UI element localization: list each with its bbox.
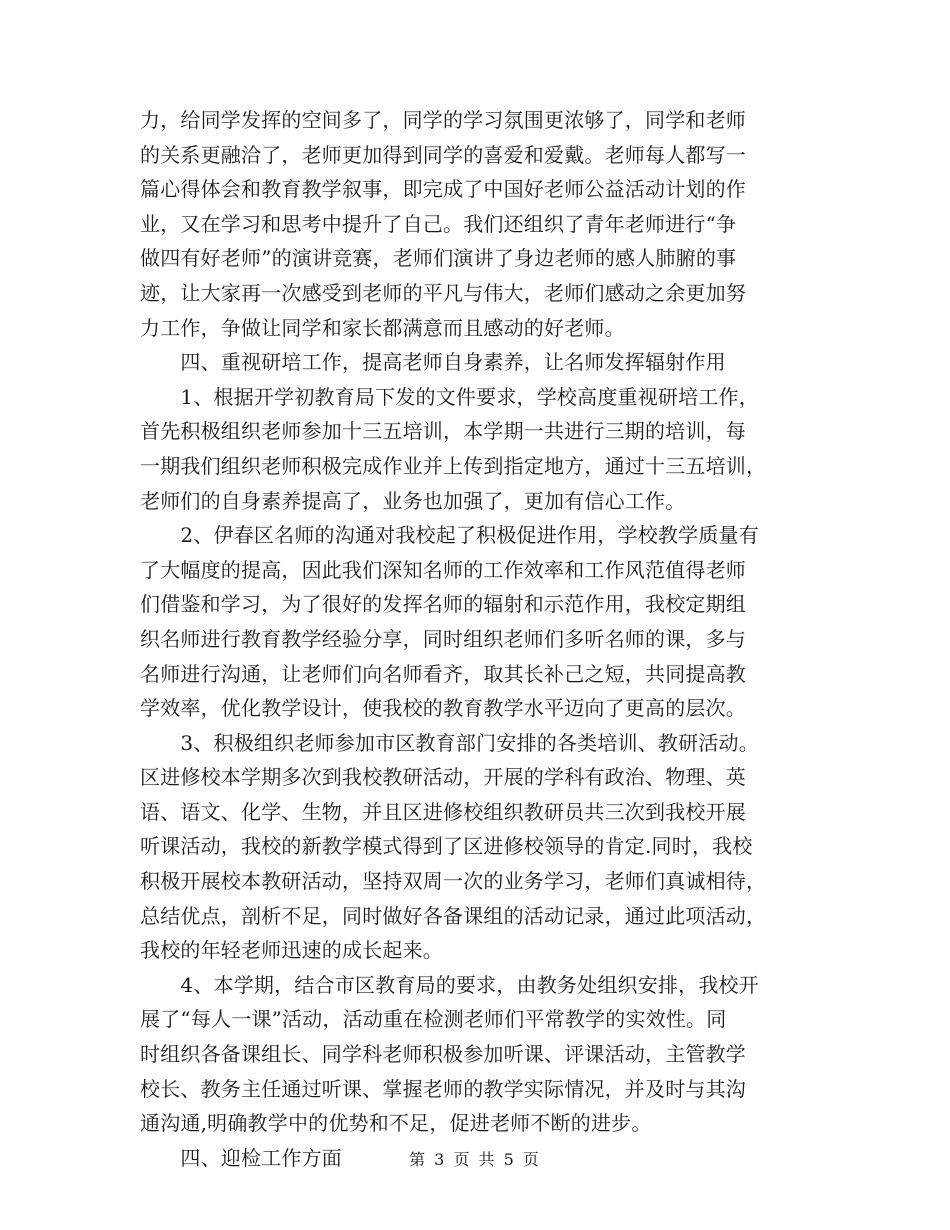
text-line: 学效率，优化教学设计，使我校的教育教学水平迈向了更高的层次。 bbox=[140, 696, 746, 721]
text-line: 业，又在学习和思考中提升了自己。我们还组织了青年老师进行“争 bbox=[140, 211, 737, 236]
text-line: 力工作，争做让同学和家长都满意而且感动的好老师。 bbox=[140, 315, 625, 340]
text-line: 1、根据开学初教育局下发的文件要求，学校高度重视研培工作， bbox=[140, 384, 759, 409]
section-heading: 四、迎检工作方面 bbox=[140, 1145, 342, 1170]
text-line: 我校的年轻老师迅速的成长起来。 bbox=[140, 938, 443, 963]
text-line: 老师们的自身素养提高了，业务也加强了，更加有信心工作。 bbox=[140, 488, 686, 513]
text-line: 总结优点，剖析不足，同时做好各备课组的活动记录，通过此项活动， bbox=[140, 903, 767, 928]
text-line: 听课活动，我校的新教学模式得到了区进修校领导的肯定.同时，我校 bbox=[140, 834, 753, 859]
text-line: 语、语文、化学、生物，并且区进修校组织教研员共三次到我校开展 bbox=[140, 799, 746, 824]
text-line: 了大幅度的提高，因此我们深知名师的工作效率和工作风范值得老师 bbox=[140, 557, 746, 582]
text-line: 一期我们组织老师积极完成作业并上传到指定地方，通过十三五培训， bbox=[140, 453, 767, 478]
page-number-footer: 第 3 页 共 5 页 bbox=[409, 1150, 541, 1169]
text-line: 积极开展校本教研活动，坚持双周一次的业务学习，老师们真诚相待， bbox=[140, 869, 767, 894]
text-line: 力，给同学发挥的空间多了，同学的学习氛围更浓够了，同学和老师 bbox=[140, 108, 746, 132]
text-line: 织名师进行教育教学经验分享，同时组织老师们多听名师的课，多与 bbox=[140, 626, 746, 651]
text-line: 做四有好老师”的演讲竞赛，老师们演讲了身边老师的感人肺腑的事 bbox=[140, 246, 737, 271]
text-line: 篇心得体会和教育教学叙事，即完成了中国好老师公益活动计划的作 bbox=[140, 177, 746, 202]
text-line: 通沟通,明确教学中的优势和不足，促进老师不断的进步。 bbox=[140, 1111, 652, 1136]
text-line: 2、伊春区名师的沟通对我校起了积极促进作用，学校教学质量有 bbox=[140, 523, 759, 548]
text-line: 首先积极组织老师参加十三五培训，本学期一共进行三期的培训，每 bbox=[140, 419, 746, 444]
text-line: 校长、教务主任通过听课、掌握老师的教学实际情况，并及时与其沟 bbox=[140, 1076, 746, 1101]
text-line: 区进修校本学期多次到我校教研活动，开展的学科有政治、物理、英 bbox=[140, 765, 746, 790]
text-line: 们借鉴和学习，为了很好的发挥名师的辐射和示范作用，我校定期组 bbox=[140, 592, 746, 617]
document-body bbox=[140, 103, 820, 1175]
text-line: 3、积极组织老师参加市区教育部门安排的各类培训、教研活动。 bbox=[140, 730, 759, 755]
text-line: 展了“每人一课”活动，活动重在检测老师们平常教学的实效性。同 bbox=[140, 1007, 727, 1032]
section-heading: 四、重视研培工作，提高老师自身素养，让名师发挥辐射作用 bbox=[140, 350, 726, 375]
text-line: 名师进行沟通，让老师们向名师看齐，取其长补己之短，共同提高教 bbox=[140, 661, 746, 686]
text-line: 迹，让大家再一次感受到老师的平凡与伟大，老师们感动之余更加努 bbox=[140, 280, 746, 305]
text-line: 的关系更融洽了，老师更加得到同学的喜爱和爱戴。老师每人都写一 bbox=[140, 142, 746, 167]
text-line: 时组织各备课组长、同学科老师积极参加听课、评课活动，主管教学 bbox=[140, 1042, 746, 1067]
text-line: 4、本学期，结合市区教育局的要求，由教务处组织安排，我校开 bbox=[140, 972, 759, 997]
